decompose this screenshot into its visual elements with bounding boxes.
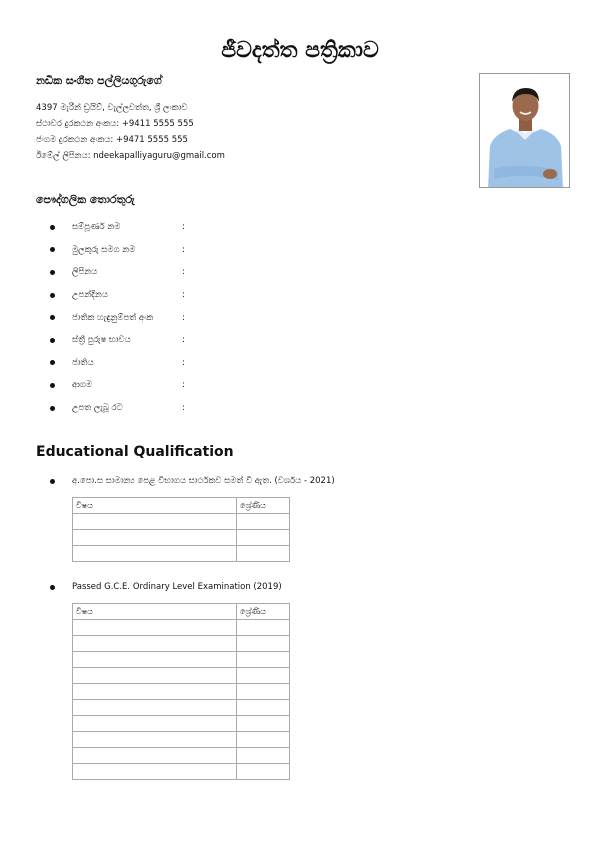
bullet-icon (50, 270, 55, 275)
table-row (73, 636, 290, 652)
table-row (73, 764, 290, 780)
field-label: මුලකුරු සමග නම (72, 244, 136, 255)
bullet-icon (50, 315, 55, 320)
email-line: ඊමේල් ලිපිනය: ndeekapalliyaguru@gmail.com (36, 151, 225, 161)
table-row (73, 530, 290, 546)
bullet-icon (50, 247, 55, 252)
list-item (50, 329, 185, 352)
field-separator: : (182, 290, 185, 301)
table-row (73, 514, 290, 530)
contact-block (36, 100, 225, 164)
field-separator: : (182, 380, 185, 391)
list-item (50, 239, 185, 262)
list-item (50, 352, 185, 375)
table-row (73, 700, 290, 716)
qualification-title: අ.පො.ස සාමාන්‍ය පෙළ විභාගය සාර්ථකව සමත් වී ඇත. (වර්ශය - 2021) (72, 476, 335, 486)
field-label: උපත ලැබූ රට (72, 403, 123, 414)
personal-info-list (50, 216, 185, 419)
subject-header: විෂය (73, 498, 237, 514)
table-row (73, 668, 290, 684)
table-row (73, 748, 290, 764)
field-separator: : (182, 267, 185, 278)
candidate-name: නඩීක සංගීත පල්ලියගුරුගේ (36, 74, 162, 87)
list-item (50, 261, 185, 284)
grades-table (72, 497, 290, 562)
field-separator: : (182, 403, 185, 414)
field-separator: : (182, 222, 185, 233)
field-label: ස්ත්‍රී පුරුෂ භාවය (72, 335, 131, 346)
table-row (73, 620, 290, 636)
field-separator: : (182, 357, 185, 368)
bullet-icon (50, 225, 55, 230)
field-label: ජාතිය (72, 357, 94, 368)
grades-table (72, 603, 290, 780)
mobile-line: ජංගම දුරකථන අංකය: +9471 5555 555 (36, 135, 188, 145)
bullet-icon (50, 360, 55, 365)
person-portrait-icon (480, 74, 570, 188)
grade-header: ශ්‍රේණිය (237, 604, 290, 620)
bullet-icon (50, 406, 55, 411)
bullet-icon (50, 383, 55, 388)
profile-photo (479, 73, 570, 188)
table-row (73, 652, 290, 668)
table-row (73, 732, 290, 748)
qualification-item (50, 582, 282, 592)
table-header-row (73, 498, 290, 514)
list-item (50, 216, 185, 239)
field-label: ලිපිනය (72, 267, 98, 278)
education-heading: Educational Qualification (36, 444, 234, 460)
table-row (73, 546, 290, 562)
list-item (50, 284, 185, 307)
field-label: ආගම (72, 380, 93, 391)
landline-line: ස්ථාවර දුරකථන අංකය: +9411 5555 555 (36, 119, 194, 129)
field-label: සම්පූර්ණ නම (72, 222, 121, 233)
bullet-icon (50, 585, 55, 590)
field-label: උපන්දිනය (72, 290, 108, 301)
field-separator: : (182, 335, 185, 346)
list-item (50, 374, 185, 397)
bullet-icon (50, 338, 55, 343)
qualification-item (50, 476, 335, 486)
list-item (50, 306, 185, 329)
list-item (50, 397, 185, 420)
subject-header: විෂය (73, 604, 237, 620)
address-line: 4397 මැරීන් ඩ්‍රයිව්, වැල්ලවත්ත, ශ්‍රී ලංකාව (36, 103, 188, 113)
table-row (73, 684, 290, 700)
bullet-icon (50, 479, 55, 484)
table-row (73, 716, 290, 732)
grade-header: ශ්‍රේණිය (237, 498, 290, 514)
field-label: ජාතික හැඳුනුම්පත් අංක (72, 312, 154, 323)
field-separator: : (182, 312, 185, 323)
personal-info-heading: පෞද්ගලික තොරතුරු (36, 193, 135, 206)
bullet-icon (50, 293, 55, 298)
document-title: ජීවදත්ත පත්‍රිකාව (221, 38, 379, 63)
qualification-title: Passed G.C.E. Ordinary Level Examination (2019) (72, 582, 282, 592)
field-separator: : (182, 244, 185, 255)
table-header-row (73, 604, 290, 620)
